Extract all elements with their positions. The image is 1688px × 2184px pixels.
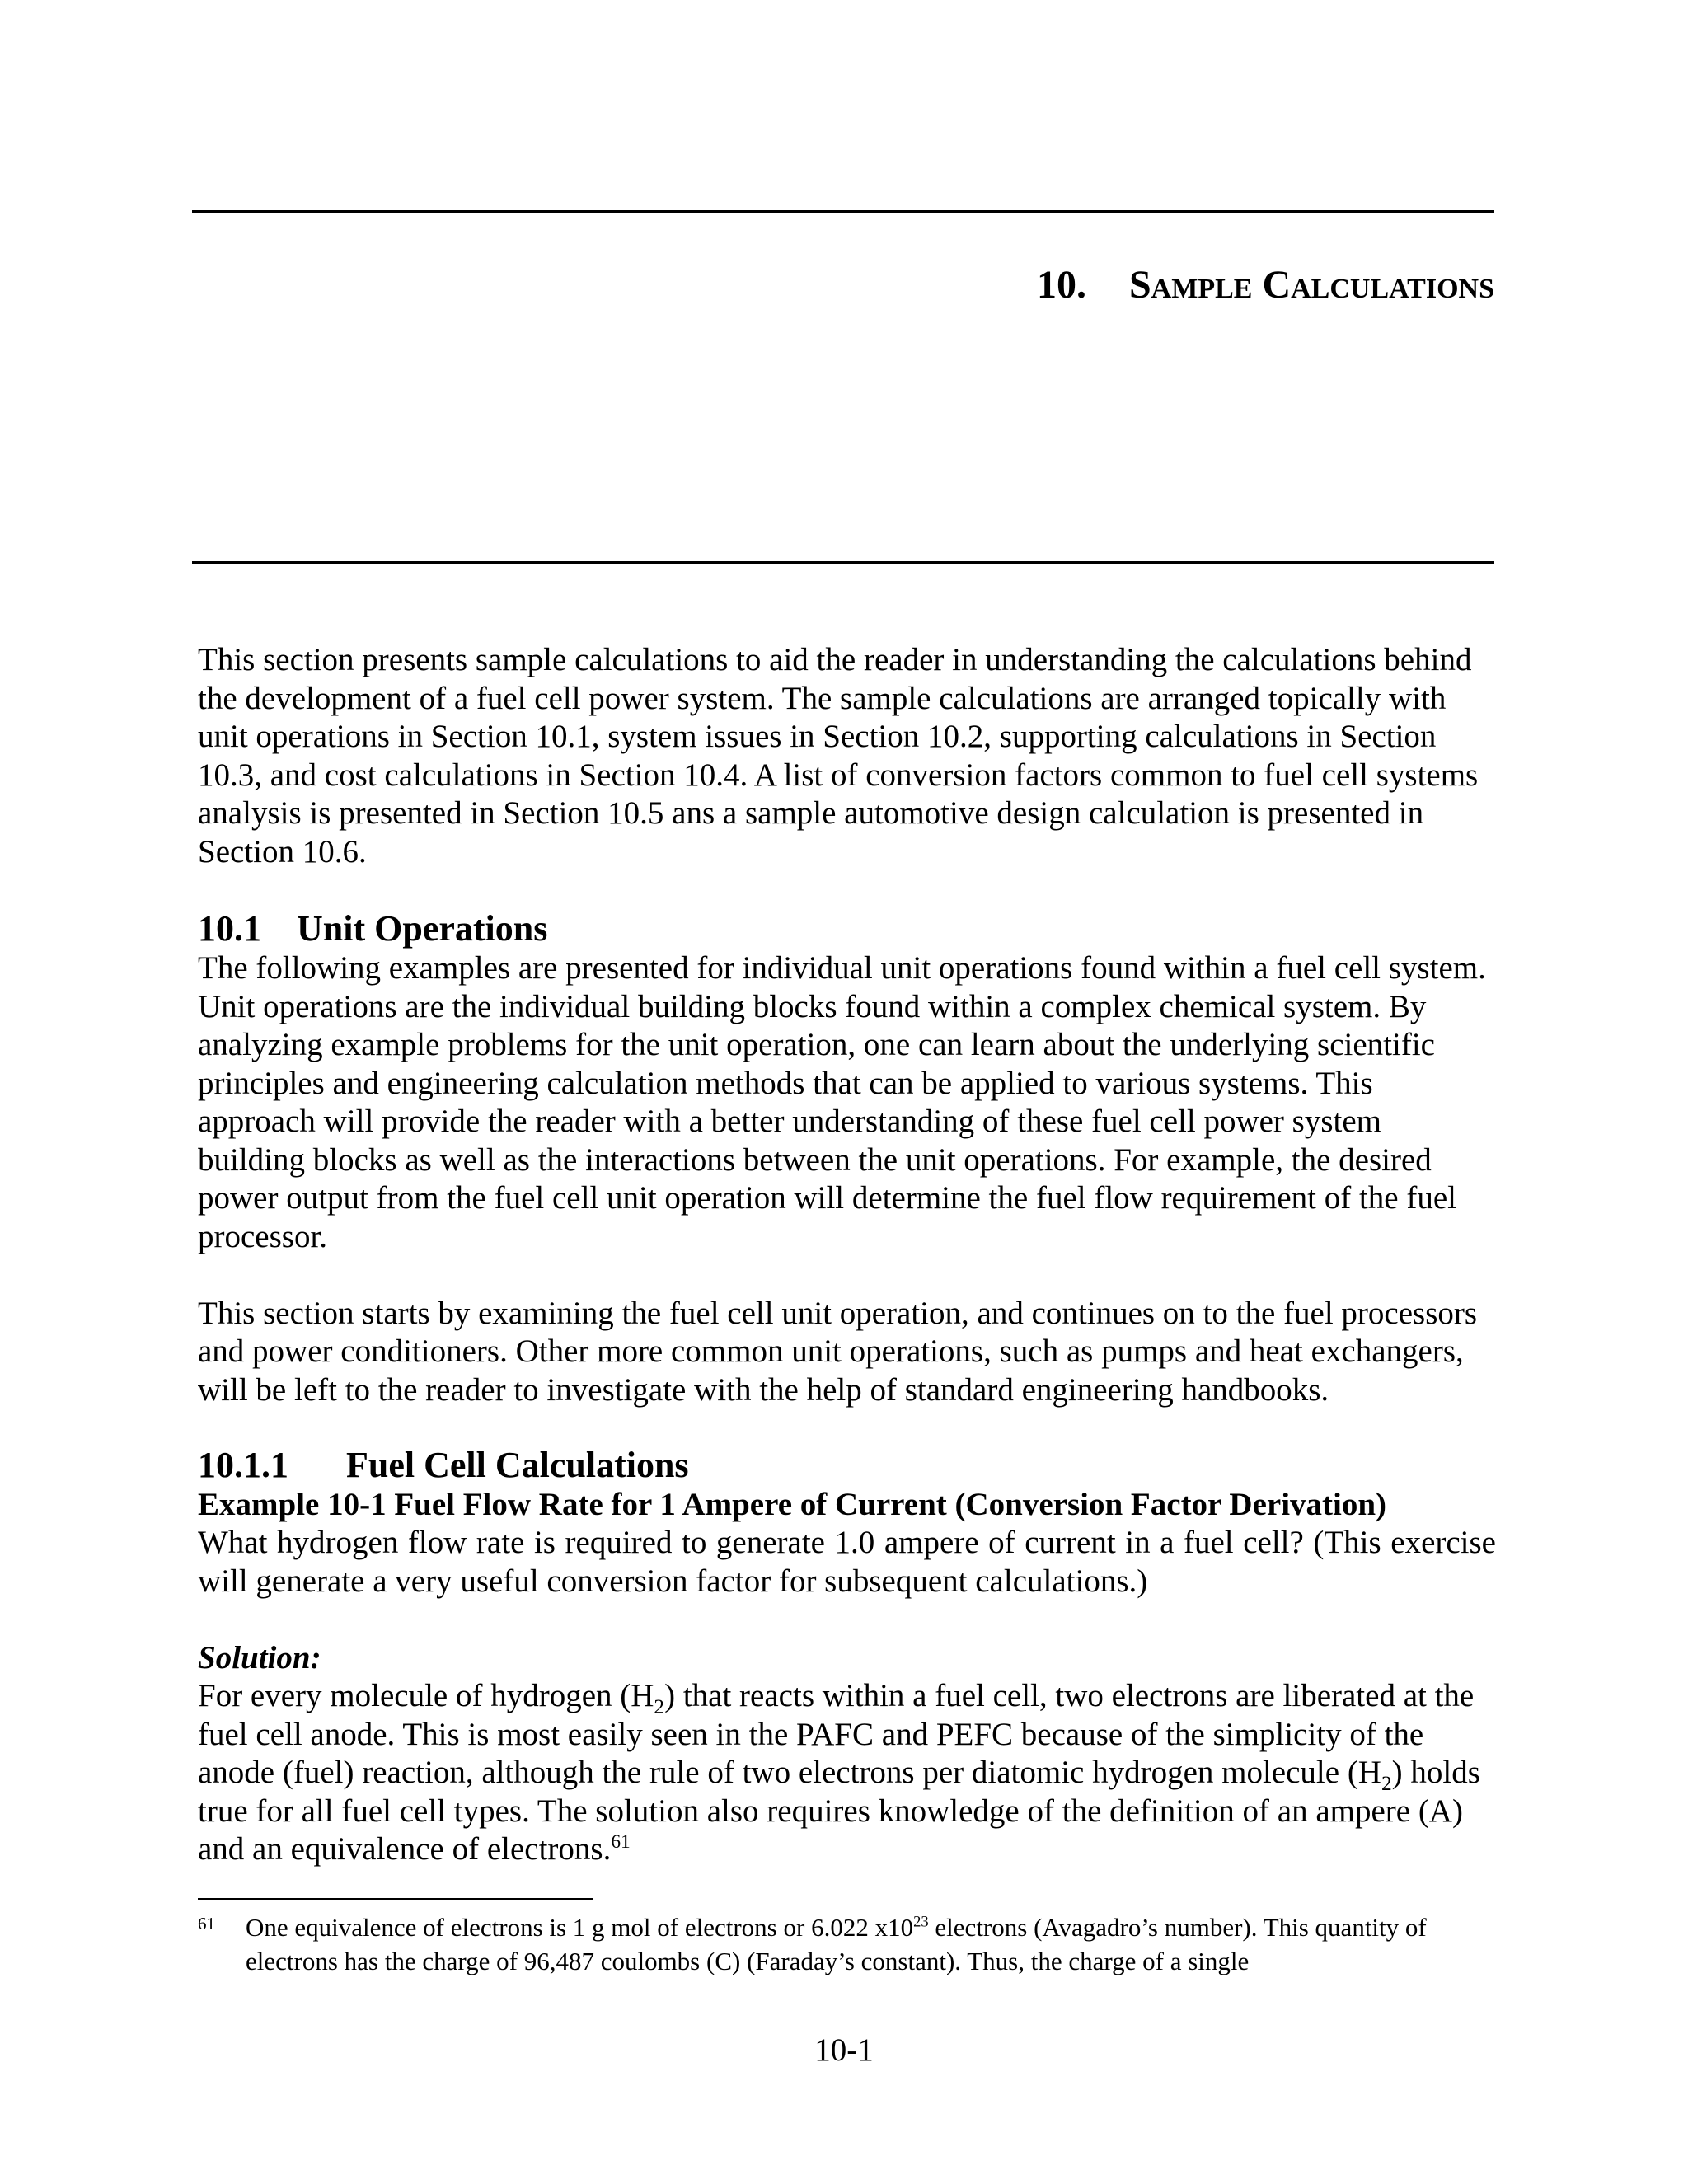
- solution-paragraph: For every molecule of hydrogen $(H_2)$ that reacts within a fuel cell, two electrons are liberated at the fuel cell anode. This is most easily seen in the PAFC and PEFC because of the simplicity of the anode (fuel) reaction, although the rule of two electrons per diatomic hydrogen molecule $(H_2)$ holds true for all fuel cell types. The solution also requires knowledge of the definition of an ampere (A) and an equivalence of electrons.$^{61}$: [198, 1678, 1480, 1867]
- example-heading: Example 10-1 Fuel Flow Rate for 1 Ampere of Current (Conversion Factor Derivation): [198, 1487, 1387, 1522]
- footnote-text: One equivalence of electrons is 1 g mol of electrons or 6.022 $x10^{23}$ electrons (Avagadro’s number). This quantity of electrons has the charge of 96,487 coulombs (C) (Faraday’s constant). Thus, the charge of a single: [246, 1913, 1427, 1975]
- superscript-exponent: 23: [913, 1913, 929, 1931]
- section-heading-10-1: [198, 908, 1496, 949]
- unit-operations-paragraph-2: This section starts by examining the fuel cell unit operation, and continues on to the fuel processors and power conditioners. Other more common unit operations, such as pumps and heat exchangers, will be left to the reader to investigate with the help of standard engineering handbooks.: [198, 1295, 1478, 1408]
- solution-label: Solution:: [198, 1639, 321, 1675]
- section-title: Unit Operations: [297, 908, 548, 949]
- example-question: What hydrogen flow rate is required to generate 1.0 ampere of current in a fuel cell? (This exercise will generate a very useful conversion factor for subsequent calculations.): [198, 1525, 1496, 1599]
- top-rule: [192, 210, 1494, 213]
- footnote-mark: 61: [198, 1914, 215, 1933]
- unit-operations-paragraph-1: The following examples are presented for individual unit operations found within a fuel cell system. Unit operations are the individual building blocks found within a complex chemical system. By analyzing example problems for the unit operation, one can learn about the underlying scientific principles and engineering calculation methods that can be applied to various systems. This approach will provide the reader with a better understanding of these fuel cell power system building blocks as well as the interactions between the unit operations. For example, the desired power output from the fuel cell unit operation will determine the fuel flow requirement of the fuel processor.: [198, 950, 1486, 1254]
- section-number: 10.1: [198, 908, 261, 949]
- subscript-2: 2: [654, 1694, 665, 1718]
- intro-paragraph: This section presents sample calculations to aid the reader in understanding the calculations behind the development of a fuel cell power system. The sample calculations are arranged topically with unit operations in Section 10.1, system issues in Section 10.2, supporting calculations in Section 10.3, and cost calculations in Section 10.4. A list of conversion factors common to fuel cell systems analysis is presented in Section 10.5 ans a sample automotive design calculation is presented in Section 10.6.: [198, 642, 1479, 869]
- footnote-separator: [198, 1898, 593, 1900]
- bottom-rule: [192, 561, 1494, 564]
- chapter-number: 10.: [1036, 263, 1086, 307]
- main-content: [198, 641, 1496, 1869]
- chapter-title-word-2: Calculations: [1262, 263, 1494, 307]
- subsection-title: Fuel Cell Calculations: [346, 1445, 689, 1485]
- subscript-2: 2: [1381, 1771, 1392, 1795]
- section-heading-10-1-1: [198, 1445, 1496, 1486]
- chapter-title-word-1: Sample: [1128, 263, 1253, 307]
- footnote: [198, 1910, 1496, 1978]
- chapter-title: [1037, 262, 1494, 308]
- page-number: 10-1: [814, 2032, 874, 2068]
- subsection-number: 10.1.1: [198, 1445, 288, 1485]
- footnote-reference[interactable]: 61: [611, 1831, 631, 1853]
